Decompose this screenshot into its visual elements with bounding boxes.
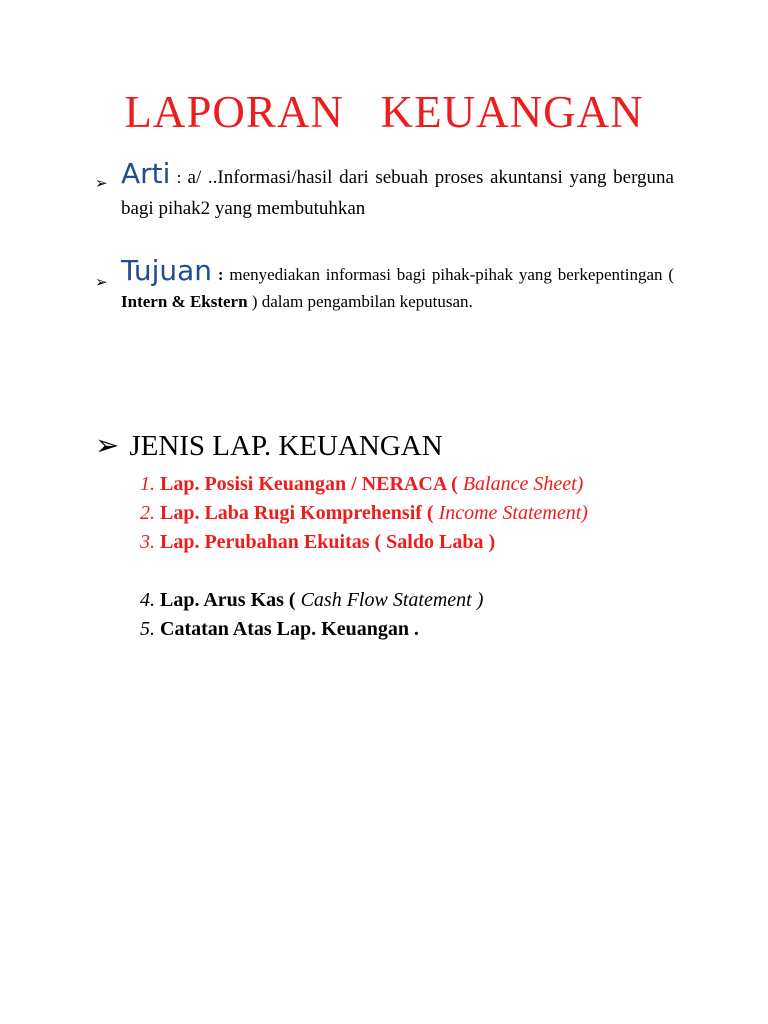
item-text: Catatan Atas Lap. Keuangan . [160,618,419,640]
item-number: 3. [140,531,155,553]
item-number: 1. [140,473,155,495]
item-number: 4. [140,589,155,611]
definition-separator: : [212,265,230,284]
definition-tujuan [121,254,674,315]
section-heading [95,428,443,463]
item-text: Lap. Arus Kas ( [160,589,301,611]
list-item [140,528,588,557]
list-item [140,470,588,499]
item-italic-text: Balance Sheet) [462,473,584,495]
page-title: LAPORAN KEUANGAN [124,87,644,137]
item-number: 2. [140,502,155,524]
item-text: Lap. Laba Rugi Komprehensif ( [160,502,439,524]
list-item [140,499,588,528]
report-types-list [140,470,588,644]
item-italic-text: Cash Flow Statement ) [300,589,484,611]
item-italic-text: Income Statement) [438,502,588,524]
definition-separator: : [170,168,188,187]
definition-bold-text: Intern & Ekstern [121,292,248,311]
list-item [140,615,588,644]
item-text: Lap. Posisi Keuangan / NERACA ( [160,473,463,495]
item-number: 5. [140,618,155,640]
definition-text: ) dalam pengambilan keputusan. [247,292,473,311]
definition-term: Tujuan [121,254,213,287]
definition-text: a/ ..Informasi/hasil dari sebuah proses akuntansi yang berguna bagi pihak2 yang membutuhkan [121,167,674,219]
bullet-arrow-icon: ➢ [95,176,108,192]
definition-arti [121,158,674,224]
list-item [140,586,588,615]
bullet-arrow-icon: ➢ [95,275,108,291]
section-heading-text: JENIS LAP. KEUANGAN [129,430,443,462]
definition-term: Arti [121,157,171,190]
definition-text: menyediakan informasi bagi pihak-pihak yang berkepentingan ( [229,265,674,284]
item-text: Lap. Perubahan Ekuitas ( Saldo Laba ) [160,531,496,553]
section-arrow-icon: ➢ [95,430,120,462]
